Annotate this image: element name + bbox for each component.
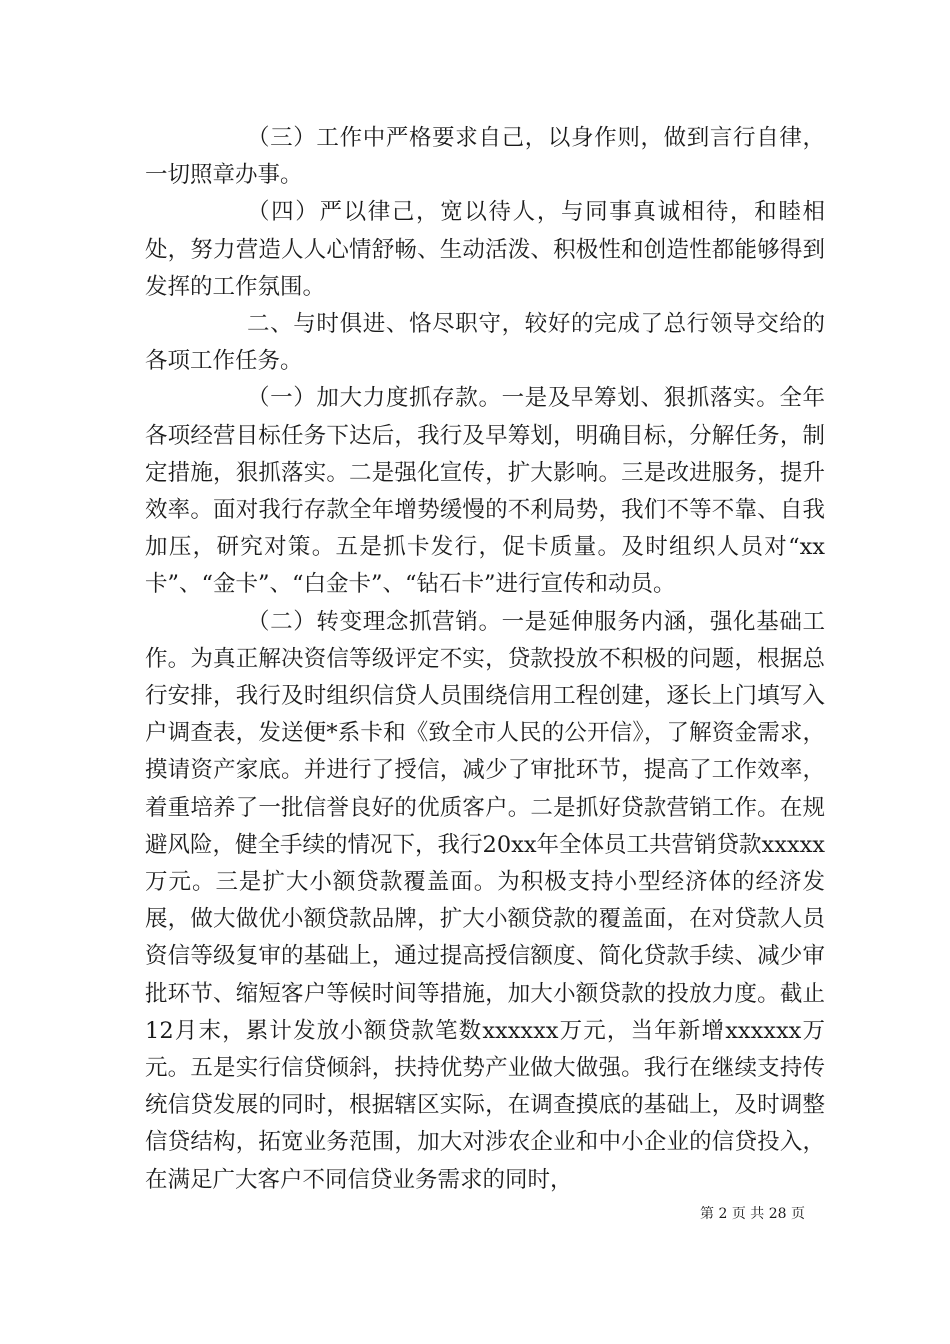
paragraph-deposits: （一）加大力度抓存款。一是及早筹划、狠抓落实。全年各项经营目标任务下达后，我行及早筹划，明确目标，分解任务，制定措施，狠抓落实。二是强化宣传，扩大影响。三是改进服务，提升效率。面对我行存款全年增势缓慢的不利局势，我们不等不靠、自我加压，研究对策。五是抓卡发行，促卡质量。及时组织人员对“xx卡”、“金卡”、“白金卡”、“钻石卡”进行宣传和动员。 (145, 385, 825, 598)
paragraph-marketing: （二）转变理念抓营销。一是延伸服务内涵，强化基础工作。为真正解决资信等级评定不实，贷款投放不积极的问题，根据总行安排，我行及时组织信贷人员围绕信用工程创建，逐长上门填写入户调查表，发送便*系卡和《致全市人民的公开信》，了解资金需求，摸请资产家底。并进行了授信，减少了审批环节，提高了工作效率，着重培养了一批信誉良好的优质客户。二是抓好贷款营销工作。在规避风险，健全手续的情况下，我行20xx年全体员工共营销贷款xxxxx万元。三是扩大小额贷款覆盖面。为积极支持小型经济体的经济发展，做大做优小额贷款品牌，扩大小额贷款的覆盖面，在对贷款人员资信等级复审的基础上，通过提高授信额度、简化贷款手续、减少审批环节、缩短客户等候时间等措施，加大小额贷款的投放力度。截止12月末，累计发放小额贷款笔数xxxxxx万元，当年新增xxxxxx万元。五是实行信贷倾斜，扶持优势产业做大做强。我行在继续支持传统信贷发展的同时，根据辖区实际，在调查摸底的基础上，及时调整信贷结构，拓宽业务范围，加大对涉农企业和中小企业的信贷投入，在满足广大客户不同信贷业务需求的同时， (145, 608, 825, 1193)
document-body (145, 120, 825, 1199)
paragraph-section-4: （四）严以律己，宽以待人，与同事真诚相待，和睦相处，努力营造人人心情舒畅、生动活泼、积极性和创造性都能够得到发挥的工作氛围。 (145, 199, 825, 300)
paragraph-heading-2: 二、与时俱进、恪尽职守，较好的完成了总行领导交给的各项工作任务。 (145, 311, 825, 375)
page-number-footer: 第 2 页 共 28 页 (700, 1206, 805, 1222)
paragraph-section-3: （三）工作中严格要求自己，以身作则，做到言行自律，一切照章办事。 (145, 125, 825, 189)
